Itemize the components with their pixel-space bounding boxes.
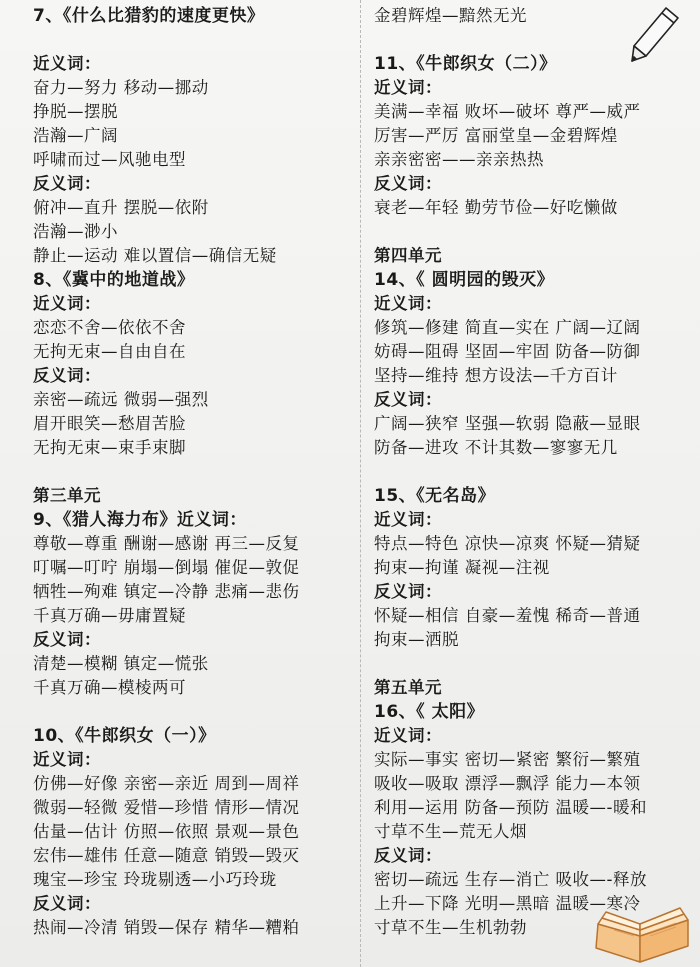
section-heading: 反义词： [374,390,442,409]
section-heading: 近义词： [33,294,101,313]
word-pairs-line: 千真万确—毋庸置疑 [33,606,186,625]
section-heading: 近义词： [374,78,442,97]
word-pairs-line: 恋恋不舍—依依不舍 [33,318,186,337]
lesson-title: 9、《猎人海力布》近义词： [33,510,247,530]
lesson-title: 14、《 圆明园的毁灭》 [374,270,555,290]
word-pairs-line: 寸草不生—生机勃勃 [374,918,527,937]
word-pairs-line: 厉害—严厉 富丽堂皇—金碧辉煌 [374,126,618,145]
section-heading: 反义词： [374,174,442,193]
word-pairs-line: 妨碍—阻碍 坚固—牢固 防备—防御 [374,342,641,361]
word-pairs-line: 修筑—修建 简直—实在 广阔—辽阔 [374,318,641,337]
word-pairs-line: 无拘无束—自由自在 [33,342,186,361]
word-pairs-line: 仿佛—好像 亲密—亲近 周到—周祥 [33,774,300,793]
open-book-icon [592,902,692,964]
section-heading: 第三单元 [33,486,101,505]
word-pairs-line: 估量—估计 仿照—依照 景观—景色 [33,822,300,841]
word-pairs-line: 浩瀚—广阔 [33,126,118,145]
word-pairs-line: 利用—运用 防备—预防 温暖—-暖和 [374,798,647,817]
word-pairs-line: 呼啸而过—风驰电型 [33,150,186,169]
word-pairs-line: 无拘无束—束手束脚 [33,438,186,457]
section-heading: 反义词： [33,366,101,385]
word-pairs-line: 热闹—冷清 销毁—保存 精华—糟粕 [33,918,300,937]
lesson-title: 7、《什么比猎豹的速度更快》 [33,6,265,26]
section-heading: 反义词： [33,630,101,649]
word-pairs-line: 浩瀚—渺小 [33,222,118,241]
word-pairs-line: 微弱—轻微 爱惜—珍惜 情形—情况 [33,798,300,817]
section-heading: 第四单元 [374,246,442,265]
word-pairs-line: 尊敬—尊重 酬谢—感谢 再三—反复 [33,534,300,553]
section-heading: 近义词： [33,750,101,769]
lesson-title: 10、《牛郎织女（一）》 [33,726,216,746]
word-pairs-line: 眉开眼笑—愁眉苦脸 [33,414,186,433]
lesson-title: 11、《牛郎织女（二）》 [374,54,557,74]
word-pairs-line: 寸草不生—荒无人烟 [374,822,527,841]
word-pairs-line: 静止—运动 难以置信—确信无疑 [33,246,277,265]
section-heading: 反义词： [33,174,101,193]
section-heading: 近义词： [374,510,442,529]
word-pairs-line: 牺牲—殉难 镇定—冷静 悲痛—悲伤 [33,582,300,601]
section-heading: 第五单元 [374,678,442,697]
word-pairs-line: 广阔—狭窄 坚强—软弱 隐蔽—显眼 [374,414,641,433]
word-pairs-line: 千真万确—模棱两可 [33,678,186,697]
word-pairs-line: 上升—下降 光明—黑暗 温暖—寒冷 [374,894,641,913]
word-pairs-line: 亲亲密密——亲亲热热 [374,150,544,169]
word-pairs-line: 清楚—模糊 镇定—慌张 [33,654,209,673]
word-pairs-line: 实际—事实 密切—紧密 繁衍—繁殖 [374,750,641,769]
word-pairs-line: 特点—特色 凉快—凉爽 怀疑—猜疑 [374,534,641,553]
word-pairs-line: 美满—幸福 败坏—破坏 尊严—威严 [374,102,641,121]
section-heading: 近义词： [374,294,442,313]
word-pairs-line: 吸收—吸取 漂浮—飘浮 能力—本领 [374,774,641,793]
word-pairs-line: 金碧辉煌—黯然无光 [374,6,527,25]
section-heading: 反义词： [374,582,442,601]
column-divider [360,0,361,967]
word-pairs-line: 衰老—年轻 勤劳节俭—好吃懒做 [374,198,618,217]
pencil-icon [628,6,680,64]
word-pairs-line: 密切—疏远 生存—消亡 吸收—-释放 [374,870,647,889]
word-pairs-line: 挣脱—摆脱 [33,102,118,121]
word-pairs-line: 亲密—疏远 微弱—强烈 [33,390,209,409]
word-pairs-line: 坚持—维持 想方设法—千方百计 [374,366,618,385]
section-heading: 反义词： [374,846,442,865]
word-pairs-line: 瑰宝—珍宝 玲珑剔透—小巧玲珑 [33,870,277,889]
word-pairs-line: 拘束—洒脱 [374,630,459,649]
section-heading: 反义词： [33,894,101,913]
word-pairs-line: 奋力—努力 移动—挪动 [33,78,209,97]
lesson-title: 8、《冀中的地道战》 [33,270,195,290]
section-heading: 近义词： [33,54,101,73]
word-pairs-line: 怀疑—相信 自豪—羞愧 稀奇—普通 [374,606,641,625]
lesson-title: 16、《 太阳》 [374,702,485,722]
section-heading: 近义词： [374,726,442,745]
word-pairs-line: 拘束—拘谨 凝视—注视 [374,558,550,577]
word-pairs-line: 宏伟—雄伟 任意—随意 销毁—毁灭 [33,846,300,865]
word-pairs-line: 俯冲—直升 摆脱—依附 [33,198,209,217]
lesson-title: 15、《无名岛》 [374,486,496,506]
word-pairs-line: 防备—进攻 不计其数—寥寥无几 [374,438,618,457]
word-pairs-line: 叮嘱—叮咛 崩塌—倒塌 催促—敦促 [33,558,300,577]
